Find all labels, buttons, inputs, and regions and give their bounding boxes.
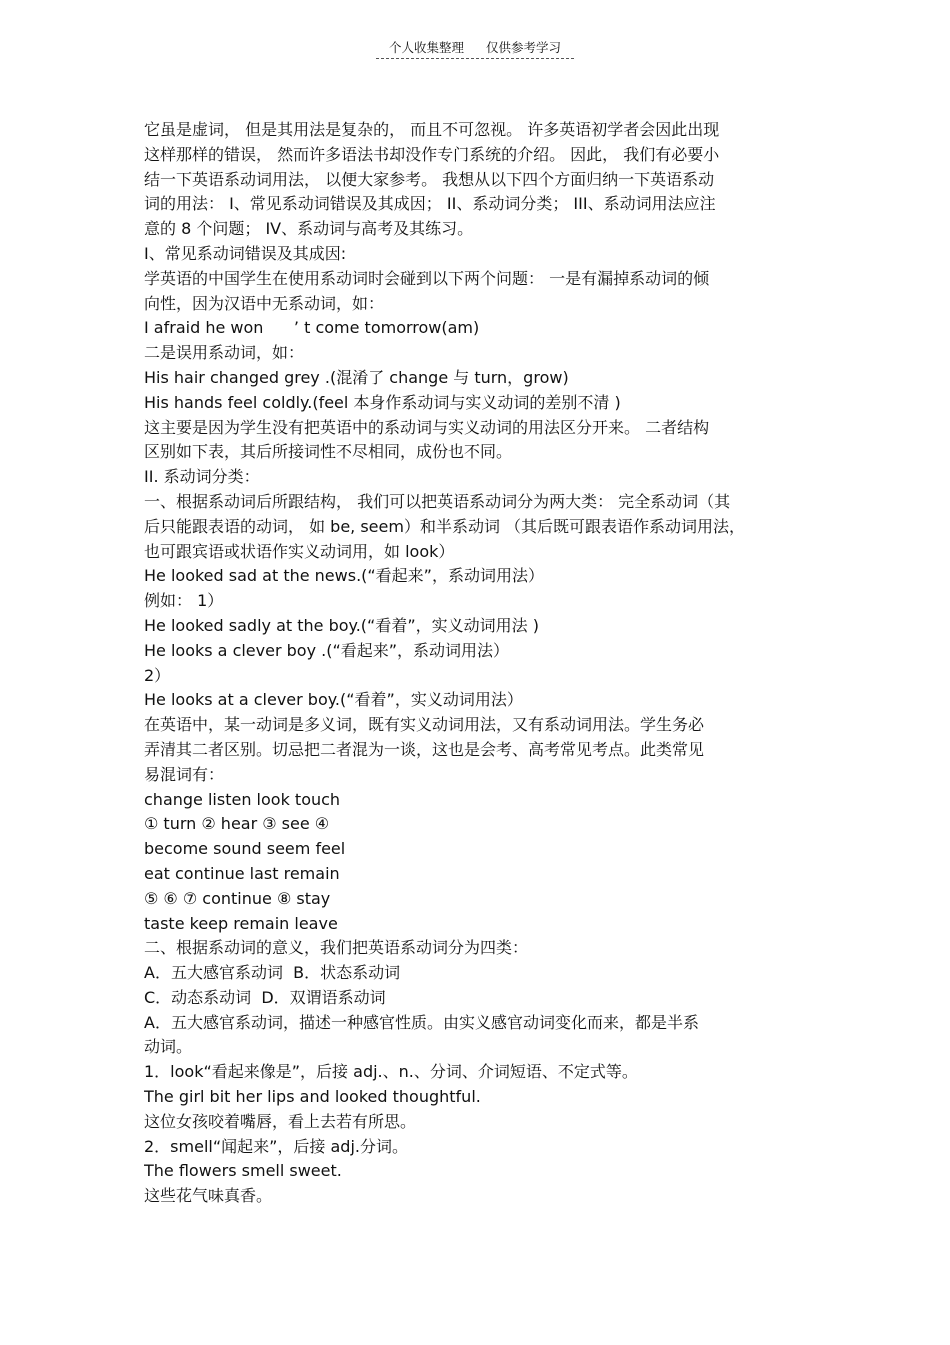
text-line: A．五大感官系动词，描述一种感官性质。由实义感官动词变化而来，都是半系 — [144, 1012, 699, 1032]
text-line: 区别如下表，其后所接词性不尽相同，成份也不同。 — [144, 442, 513, 462]
text-line: 向性，因为汉语中无系动词，如： — [144, 293, 385, 313]
text-line: 这样那样的错误， 然而许多语法书却没作专门系统的介绍。 因此， 我们有必要小 — [144, 144, 720, 164]
text-line: 词的用法： I、常见系动词错误及其成因； II、系动词分类； III、系动词用法应注 — [144, 194, 716, 214]
text-line: 动词。 — [144, 1037, 193, 1057]
text-line: 二是误用系动词，如： — [144, 343, 305, 363]
example-sentence: He looked sad at the news.(“看起来”，系动词用法） — [144, 566, 544, 586]
word-list-line: ⑤ ⑥ ⑦ continue ⑧ stay — [144, 888, 331, 908]
example-sentence: I afraid he won ’ t come tomorrow(am) — [144, 318, 480, 338]
text-line: 弄清其二者区别。切忌把二者混为一谈，这也是会考、高考常见考点。此类常见 — [144, 739, 705, 759]
text-line: 后只能跟表语的动词， 如 be, seem）和半系动词 （其后既可跟表语作系动词用法， — [144, 516, 746, 536]
example-sentence: His hands feel coldly.(feel 本身作系动词与实义动词的差别不清 ) — [144, 392, 621, 412]
text-line: 1．look“看起来像是”，后接 adj.、n.、分词、介词短语、不定式等。 — [144, 1062, 638, 1082]
example-sentence: He looked sadly at the boy.(“看着”，实义动词用法 ) — [144, 615, 539, 635]
word-list-line: become sound seem feel — [144, 839, 346, 859]
document-body — [144, 118, 814, 1209]
text-line: 结一下英语系动词用法， 以便大家参考。 我想从以下四个方面归纳一下英语系动 — [144, 169, 715, 189]
section-heading: II. 系动词分类： — [144, 467, 260, 487]
word-list-line: change listen look touch — [144, 789, 341, 809]
text-line: 这位女孩咬着嘴唇，看上去若有所思。 — [144, 1111, 417, 1131]
text-line: 这些花气味真香。 — [144, 1186, 273, 1206]
page-header — [0, 40, 950, 59]
word-list-line: taste keep remain leave — [144, 913, 338, 933]
text-line: 易混词有： — [144, 764, 225, 784]
header-left-text: 个人收集整理 — [388, 40, 464, 55]
text-line: 2．smell“闻起来”，后接 adj.分词。 — [144, 1136, 408, 1156]
example-sentence: The girl bit her lips and looked thoughtful. — [144, 1087, 481, 1107]
text-line: 一、根据系动词后所跟结构， 我们可以把英语系动词分为两大类： 完全系动词（其 — [144, 491, 731, 511]
word-list-line: eat continue last remain — [144, 863, 340, 883]
text-line: A．五大感官系动词 B．状态系动词 — [144, 963, 401, 983]
example-sentence: His hair changed grey .(混淆了 change 与 turn，grow) — [144, 367, 569, 387]
text-line: 意的 8 个问题； IV、系动词与高考及其练习。 — [144, 219, 474, 239]
text-line: 这主要是因为学生没有把英语中的系动词与实义动词的用法区分开来。 二者结构 — [144, 417, 710, 437]
section-heading: 二、根据系动词的意义，我们把英语系动词分为四类： — [144, 938, 529, 958]
example-sentence: He looks a clever boy .(“看起来”，系动词用法） — [144, 640, 510, 660]
text-line: 它虽是虚词， 但是其用法是复杂的， 而且不可忽视。 许多英语初学者会因此出现 — [144, 120, 720, 139]
text-line: 在英语中，某一动词是多义词，既有实义动词用法，又有系动词用法。学生务必 — [144, 715, 705, 735]
text-line: 也可跟宾语或状语作实义动词用，如 look） — [144, 541, 455, 561]
text-line: C．动态系动词 D．双谓语系动词 — [144, 987, 386, 1007]
header-underline — [376, 40, 574, 59]
header-right-text: 仅供参考学习 — [485, 40, 561, 55]
text-line: 例如： 1） — [144, 591, 224, 611]
text-line: 学英语的中国学生在使用系动词时会碰到以下两个问题： 一是有漏掉系动词的倾 — [144, 268, 710, 288]
example-sentence: He looks at a clever boy.(“看着”，实义动词用法） — [144, 690, 523, 710]
example-sentence: The flowers smell sweet. — [144, 1161, 342, 1181]
word-list-line: ① turn ② hear ③ see ④ — [144, 814, 330, 834]
text-line: 2） — [144, 665, 171, 685]
section-heading: I、常见系动词错误及其成因: — [144, 243, 347, 263]
